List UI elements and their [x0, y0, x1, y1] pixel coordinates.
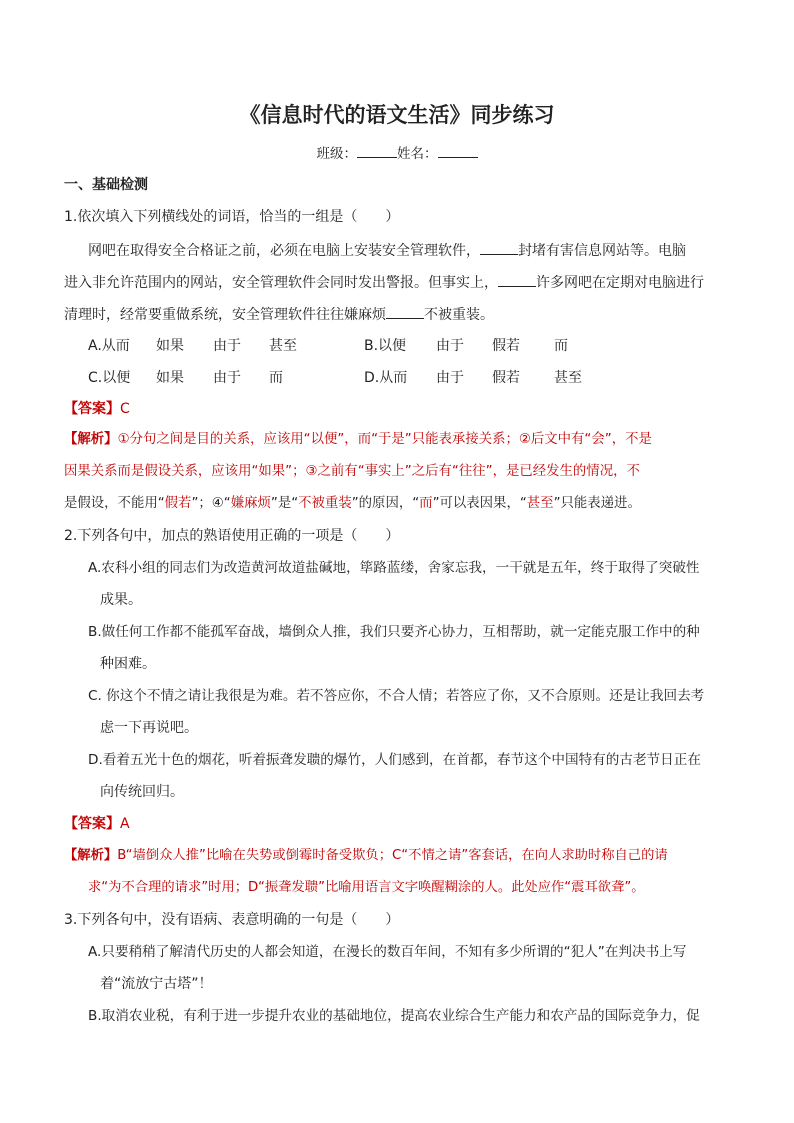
q1-analysis-line-1: 【解析】①分句之间是目的关系，应该用“以便”，而“于是”只能表承接关系；②后文中有“会”，不是 — [64, 432, 652, 447]
fill-blank-3 — [386, 304, 424, 319]
q2-analysis-line-1: 【解析】B“墙倒众人推”比喻在失势或倒霉时备受欺负；C“不情之请”客套话，在向人求助时称自己的请 — [64, 848, 668, 863]
q2-stem: 2.下列各句中，加点的熟语使用正确的一项是（ ） — [64, 528, 400, 544]
q2-option-d-line-1: D.看着五光十色的烟花，听着振聋发聩的爆竹，人们感到，在首都，春节这个中国特有的古老节日正在 — [88, 752, 701, 768]
name-label: 姓名： — [397, 146, 438, 162]
q3-option-a-line-2: 着“流放宁古塔”！ — [100, 976, 213, 992]
q1-option-c: C.以便 如果 由于 而 — [88, 370, 283, 386]
q2-option-d-line-2: 向传统回归。 — [100, 784, 184, 800]
name-blank — [438, 143, 478, 158]
q1-option-b: B.以便 由于 假若 而 — [364, 338, 568, 354]
q2-option-c-line-1: C. 你这个不情之请让我很是为难。若不答应你，不合人情；若答应了你，又不合原则。还是让我回去考 — [88, 688, 705, 704]
q1-analysis-line-3: 是假设，不能用“假若”；④“嫌麻烦”是“不被重装”的原因，“而”可以表因果，“甚至”只能表递进。 — [64, 496, 641, 511]
q1-option-a: A.从而 如果 由于 甚至 — [88, 338, 297, 354]
q2-option-a-line-2: 成果。 — [100, 592, 142, 608]
class-blank — [357, 143, 397, 158]
q3-option-b-line-1: B.取消农业税，有利于进一步提升农业的基础地位，提高农业综合生产能力和农产品的国际竞争力，促 — [88, 1008, 700, 1024]
q1-option-d: D.从而 由于 假若 甚至 — [364, 370, 582, 386]
q2-analysis-line-2: 求“为不合理的请求”时用；D“振聋发聩”比喻用语言文字唤醒糊涂的人。此处应作“震耳欲聋”。 — [88, 880, 645, 895]
q3-option-a-line-1: A.只要稍稍了解清代历史的人都会知道，在漫长的数百年间，不知有多少所谓的“犯人”在判决书上写 — [88, 944, 687, 960]
q2-option-a-line-1: A.农科小组的同志们为改造黄河故道盐碱地，筚路蓝缕，舍家忘我，一干就是五年，终于取得了突破性 — [88, 560, 700, 576]
q1-stem: 1.依次填入下列横线处的词语，恰当的一组是（ ） — [64, 209, 400, 225]
document-title: 《信息时代的语文生活》同步练习 — [239, 103, 555, 127]
q2-option-b-line-2: 种困难。 — [100, 656, 156, 672]
fill-blank-2 — [498, 272, 536, 287]
q2-answer: 【答案】A — [64, 816, 130, 832]
q1-passage-line-1: 网吧在取得安全合格证之前，必须在电脑上安装安全管理软件， 封堵有害信息网站等。电脑 — [88, 240, 686, 262]
fill-blank-1 — [480, 240, 518, 255]
q1-passage-line-2: 进入非允许范围内的网站，安全管理软件会同时发出警报。但事实上， 许多网吧在定期对电脑进行 — [64, 272, 704, 294]
q1-analysis-line-2: 因果关系而是假设关系，应该用“如果”；③之前有“事实上”之后有“往往”，是已经发生的情况，不 — [64, 464, 640, 479]
q2-option-c-line-2: 虑一下再说吧。 — [100, 720, 198, 736]
q3-stem: 3.下列各句中，没有语病、表意明确的一句是（ ） — [64, 912, 400, 928]
student-info-line — [0, 143, 794, 165]
section-heading: 一、基础检测 — [64, 177, 148, 193]
q2-option-b-line-1: B.做任何工作都不能孤军奋战，墙倒众人推，我们只要齐心协力，互相帮助，就一定能克服工作中的种 — [88, 624, 700, 640]
q1-passage-line-3: 清理时，经常要重做系统，安全管理软件往往嫌麻烦 不被重装。 — [64, 304, 494, 326]
q1-answer: 【答案】C — [64, 401, 130, 417]
class-label: 班级： — [316, 146, 357, 162]
